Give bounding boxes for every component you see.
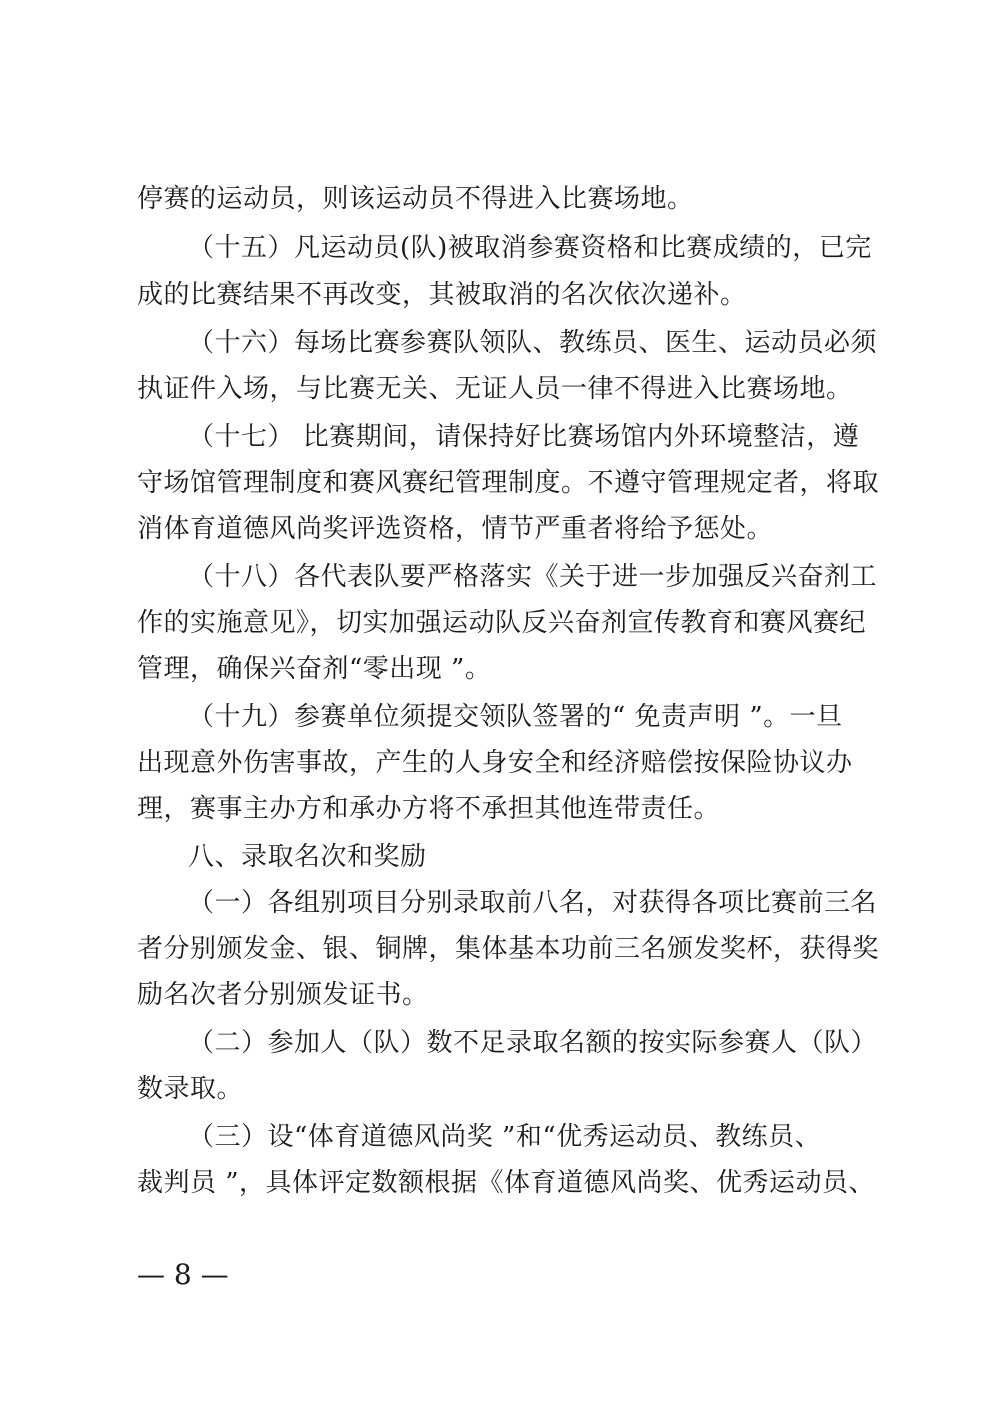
text-span: （一）各组别项目分别录取前八名，对获得各项比赛前三名 — [188, 888, 878, 918]
text-line — [0, 600, 994, 646]
text-line — [0, 554, 994, 600]
text-line — [0, 786, 994, 832]
text-line — [0, 460, 994, 506]
text-span: 出现意外伤害事故，产生的人身安全和经济赔偿按保险协议办 — [137, 748, 853, 778]
text-line — [0, 272, 994, 318]
text-span: 管理，确保兴奋剂“零出现 ”。 — [137, 654, 492, 684]
text-span: 励名次者分别颁发证书。 — [137, 980, 429, 1010]
text-line — [0, 694, 994, 740]
text-line — [0, 1160, 994, 1206]
text-line — [0, 506, 994, 552]
text-span: 裁判员 ”，具体评定数额根据《体育道德风尚奖、优秀运动员、 — [137, 1168, 876, 1198]
text-line — [0, 1066, 994, 1112]
text-line — [0, 740, 994, 786]
text-line — [0, 414, 994, 460]
text-span: （三）设“体育道德风尚奖 ”和“优秀运动员、教练员、 — [188, 1122, 822, 1152]
text-span: 理，赛事主办方和承办方将不承担其他连带责任。 — [137, 794, 721, 824]
text-line — [0, 225, 994, 271]
text-span: 作的实施意见》，切实加强运动队反兴奋剂宣传教育和赛风赛纪 — [137, 608, 867, 638]
text-line — [0, 176, 994, 222]
text-span: （十八）各代表队要严格落实《关于进一步加强反兴奋剂工 — [188, 562, 878, 592]
section-heading-text: 八、录取名次和奖励 — [188, 842, 427, 872]
text-span: （十九）参赛单位须提交领队签署的“ 免责声明 ”。一旦 — [188, 702, 843, 732]
text-span: 停赛的运动员，则该运动员不得进入比赛场地。 — [137, 184, 694, 214]
text-line — [0, 320, 994, 366]
text-line — [0, 880, 994, 926]
text-span: 者分别颁发金、银、铜牌，集体基本功前三名颁发奖杯，获得奖 — [137, 934, 880, 964]
text-line — [0, 972, 994, 1018]
text-span: 成的比赛结果不再改变，其被取消的名次依次递补。 — [137, 280, 747, 310]
section-heading — [0, 834, 994, 880]
text-line — [0, 926, 994, 972]
text-line — [0, 366, 994, 412]
page-number: — 8 — — [137, 1258, 229, 1291]
text-span: （二）参加人（队）数不足录取名额的按实际参赛人（队） — [188, 1028, 878, 1058]
text-span: 数录取。 — [137, 1074, 244, 1104]
text-span: 消体育道德风尚奖评选资格，情节严重者将给予惩处。 — [137, 514, 774, 544]
text-line — [0, 646, 994, 692]
text-span: 执证件入场，与比赛无关、无证人员一律不得进入比赛场地。 — [137, 374, 853, 404]
text-line — [0, 1020, 994, 1066]
text-line — [0, 1114, 994, 1160]
text-span: （十七） 比赛期间，请保持好比赛场馆内外环境整洁，遵 — [188, 422, 860, 452]
text-span: （十六）每场比赛参赛队领队、教练员、医生、运动员必须 — [188, 328, 878, 358]
text-span: 守场馆管理制度和赛风赛纪管理制度。不遵守管理规定者，将取 — [137, 468, 880, 498]
text-span: （十五）凡运动员(队)被取消参赛资格和比赛成绩的，已完 — [188, 233, 872, 263]
